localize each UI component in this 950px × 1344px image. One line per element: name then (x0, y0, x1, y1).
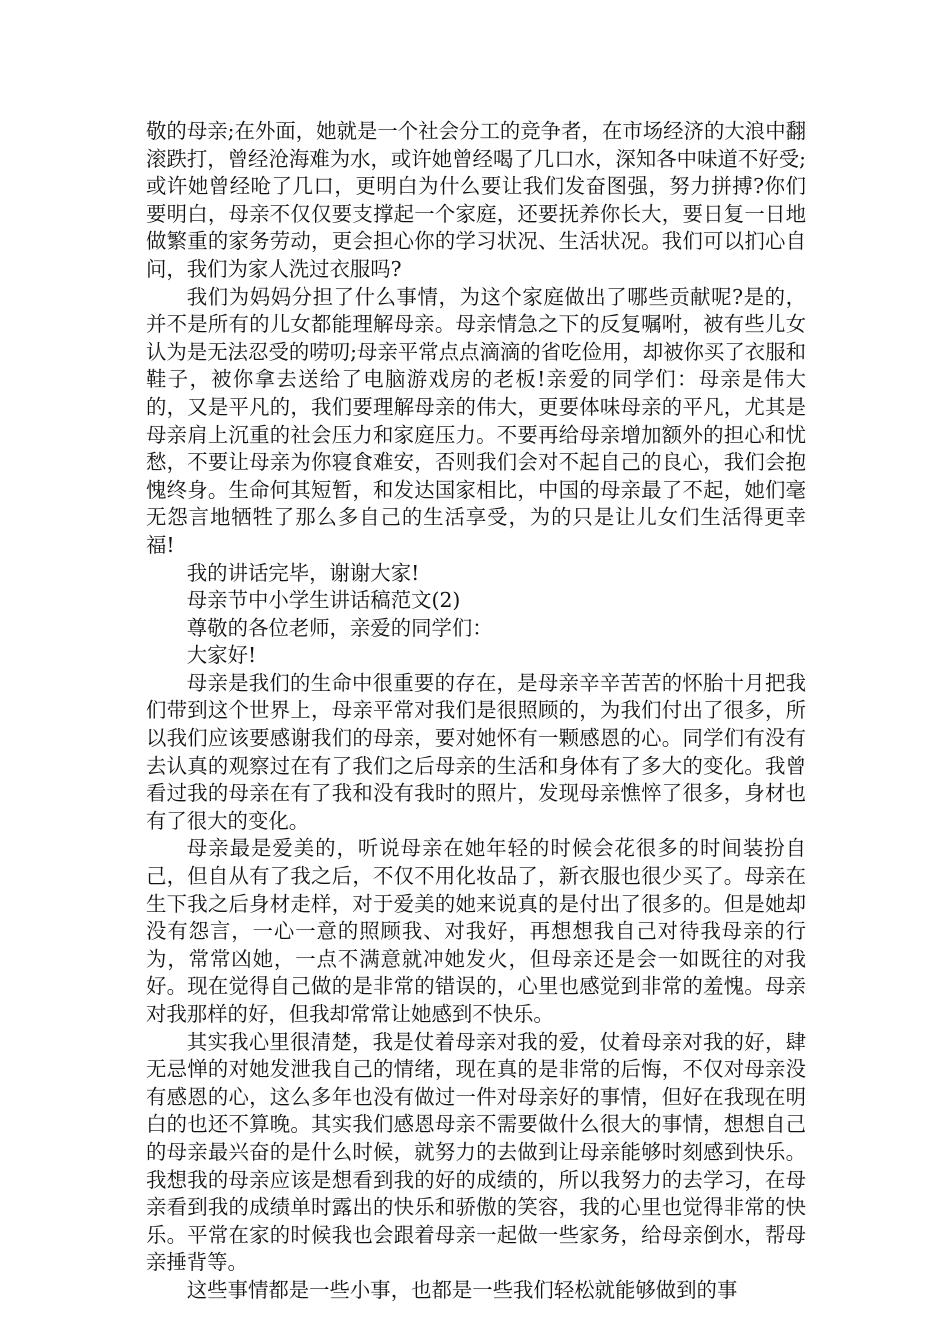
document-body (146, 118, 806, 1305)
paragraph: 这些事情都是一些小事，也都是一些我们轻松就能够做到的事 (186, 1277, 738, 1302)
paragraph: 母亲最是爱美的，听说母亲在她年轻的时候会花很多的时间装扮自己，但自从有了我之后，不仅不用化妆品了，新衣服也很少买了。母亲在生下我之后身材走样，对于爱美的她来说真的是付出了很多的。但是她却没有怨言，一心一意的照顾我、对我好，再想想我自己对待我母亲的行为，常常凶她，一点不满意就冲她发火，但母亲还是会一如既往的对我好。现在觉得自己做的是非常的错误的，心里也感觉到非常的羞愧。母亲对我那样的好，但我却常常让她感到不快乐。 (146, 836, 806, 1026)
greeting: 大家好! (186, 643, 257, 668)
paragraph: 敬的母亲;在外面，她就是一个社会分工的竞争者，在市场经济的大浪中翻滚跌打，曾经沧海难为水，或许她曾经喝了几口水，深知各中味道不好受;或许她曾经呛了几口，更明白为什么要让我们发奋图强，努力拼搏?你们要明白，母亲不仅仅要支撑起一个家庭，还要抚养你长大，要日复一日地做繁重的家务劳动，更会担心你的学习状况、生活状况。我们可以扪心自问，我们为家人洗过衣服吗? (146, 119, 806, 281)
section-title: 母亲节中小学生讲话稿范文(2) (186, 588, 461, 613)
salutation: 尊敬的各位老师，亲爱的同学们： (186, 615, 493, 640)
closing-line: 我的讲话完毕，谢谢大家! (186, 560, 420, 585)
paragraph: 我们为妈妈分担了什么事情，为这个家庭做出了哪些贡献呢?是的，并不是所有的儿女都能理解母亲。母亲情急之下的反复嘱咐，被有些儿女认为是无法忍受的唠叨;母亲平常点点滴滴的省吃俭用，却被你买了衣服和鞋子，被你拿去送给了电脑游戏房的老板!亲爱的同学们：母亲是伟大的，又是平凡的，我们要理解母亲的伟大，更要体味母亲的平凡，尤其是母亲肩上沉重的社会压力和家庭压力。不要再给母亲增加额外的担心和忧愁，不要让母亲为你寝食难安，否则我们会对不起自己的良心，我们会抱愧终身。生命何其短暂，和发达国家相比，中国的母亲最了不起，她们毫无怨言地牺牲了那么多自己的生活享受，为的只是让儿女们生活得更幸福! (146, 284, 806, 557)
paragraph: 其实我心里很清楚，我是仗着母亲对我的爱，仗着母亲对我的好，肆无忌惮的对她发泄我自己的情绪，现在真的是非常的后悔，不仅对母亲没有感恩的心，这么多年也没有做过一件对母亲好的事情，但好在我现在明白的也还不算晚。其实我们感恩母亲不需要做什么很大的事情，想想自己的母亲最兴奋的是什么时候，就努力的去做到让母亲能够时刻感到快乐。我想我的母亲应该是想看到我的好的成绩的，所以我努力的去学习，在母亲看到我的成绩单时露出的快乐和骄傲的笑容，我的心里也觉得非常的快乐。平常在家的时候我也会跟着母亲一起做一些家务，给母亲倒水，帮母亲捶背等。 (146, 1029, 806, 1275)
paragraph: 母亲是我们的生命中很重要的存在，是母亲辛辛苦苦的怀胎十月把我们带到这个世界上，母亲平常对我们是很照顾的，为我们付出了很多，所以我们应该要感谢我们的母亲，要对她怀有一颗感恩的心。同学们有没有去认真的观察过在有了我们之后母亲的生活和身体有了多大的变化。我曾看过我的母亲在有了我和没有我时的照片，发现母亲憔悴了很多，身材也有了很大的变化。 (146, 670, 806, 833)
